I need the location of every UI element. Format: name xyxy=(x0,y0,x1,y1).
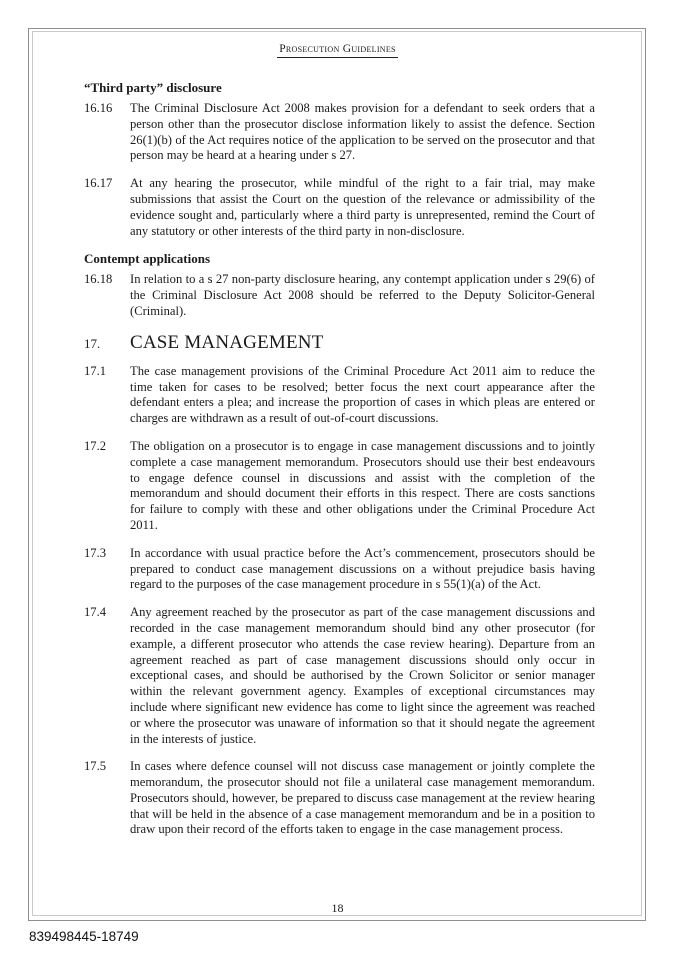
paragraph-number: 17.1 xyxy=(84,363,107,378)
paragraph-text: In relation to a s 27 non-party disclosure hearing, any contempt application under s 29(6) of the Criminal Disclosure Act 2008 should be referred to the Deputy Solicitor-General (Criminal). xyxy=(130,272,595,318)
paragraph-number: 17.4 xyxy=(84,605,107,620)
paragraph-text: In accordance with usual practice before the Act’s commencement, prosecutors should be prepared to conduct case management discussions on a without prejudice basis having regard to the purposes of the case management procedure in s 55(1)(a) of the Act. xyxy=(130,545,595,592)
header-title: Prosecution Guidelines xyxy=(277,43,398,58)
running-header xyxy=(0,39,675,57)
section-third-party-disclosure xyxy=(84,80,595,239)
paragraph-text: At any hearing the prosecutor, while mindful of the right to a fair trial, may make submissions that assist the Court on the question of the relevance or admissibility of the evidence sought and, particularly where a third party is unrepresented, remind the Court of any statutory or other interests of the third party in non-disclosure. xyxy=(130,176,595,238)
paragraph-text: The Criminal Disclosure Act 2008 makes provision for a defendant to seek orders that a person other than the prosecutor disclose information likely to assist the defence. Section 26(1)(b) of the Act requires notice of the application to be served on the prosecutor and that person may be heard at a hearing under s 27. xyxy=(130,101,595,163)
section-contempt-applications xyxy=(84,251,595,319)
paragraph-number: 17.3 xyxy=(84,545,107,560)
paragraph xyxy=(84,101,595,164)
document-id: 839498445-18749 xyxy=(29,929,139,944)
paragraph xyxy=(84,759,595,838)
section-number: 17. xyxy=(84,335,101,351)
section-case-management xyxy=(84,332,595,839)
paragraph-number: 17.2 xyxy=(84,438,107,453)
paragraph-number: 16.18 xyxy=(84,272,113,287)
paragraph xyxy=(84,546,595,593)
paragraph xyxy=(84,272,595,319)
paragraph-text: Any agreement reached by the prosecutor as part of the case management discussions and recorded in the case management memorandum should bind any other prosecutor (for example, a different prosecutor who attends the case review hearing). Departure from an agreement reached as part of case management discussions should only occur in exceptional cases, and should be authorised by the Crown Solicitor or senior manager within the relevant government agency. Examples of exceptional circumstances may include where significant new evidence has come to light since the agreement was reached or where the prosecutor was unaware of information so that it should negate the agreement in the interests of justice. xyxy=(130,605,595,746)
document-body xyxy=(84,80,595,850)
subheading: Contempt applications xyxy=(84,251,211,267)
paragraph xyxy=(84,364,595,427)
subheading: “Third party” disclosure xyxy=(84,80,222,95)
paragraph-number: 17.5 xyxy=(84,759,107,774)
paragraph xyxy=(84,439,595,534)
section-title: CASE MANAGEMENT xyxy=(130,331,324,353)
paragraph-text: In cases where defence counsel will not discuss case management or jointly complete the memorandum, the prosecutor should not file a unilateral case management memorandum. Prosecutors should, however, be prepared to discuss case management at the review hearing that will be held in the absence of a case management memorandum and be in a position to draw upon their record of the efforts taken to engage in the case management process. xyxy=(130,759,595,837)
paragraph xyxy=(84,605,595,747)
section-heading xyxy=(84,332,595,354)
paragraph-text: The obligation on a prosecutor is to engage in case management discussions and to jointly complete a case management memorandum. Prosecutors should use their best endeavours to engage defence counsel in discussions and assist with the completion of the memorandum and should document their efforts in this respect. There are costs sanctions for failure to comply with these and other obligations under the Criminal Procedure Act 2011. xyxy=(130,438,595,532)
paragraph-number: 16.17 xyxy=(84,176,113,191)
paragraph-number: 16.16 xyxy=(84,101,113,115)
page-number: 18 xyxy=(331,901,344,915)
paragraph-text: The case management provisions of the Criminal Procedure Act 2011 aim to reduce the time taken for cases to be resolved; better focus the next court appearance after the defendant enters a plea; and increase the proportion of cases in which pleas are entered or charges are withdrawn as a result of out-of-court discussions. xyxy=(130,363,595,426)
paragraph xyxy=(84,176,595,239)
